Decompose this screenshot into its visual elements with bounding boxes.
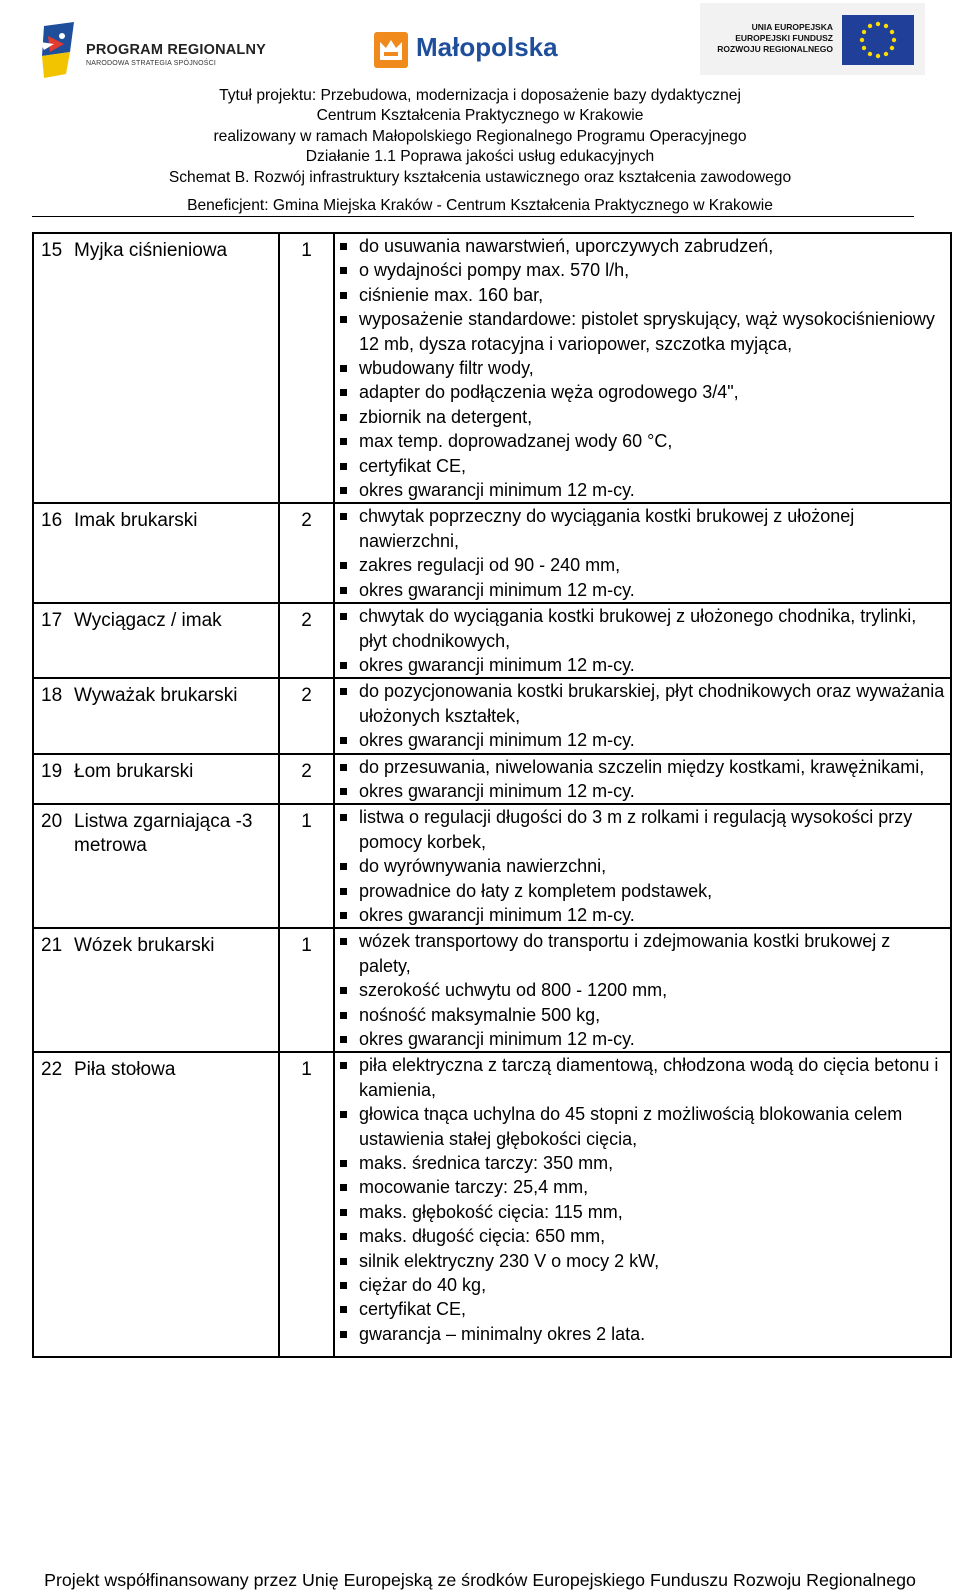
header-divider bbox=[32, 216, 914, 217]
item-name: Imak brukarski bbox=[74, 510, 198, 532]
specification-list bbox=[335, 929, 950, 1051]
specification-item: zbiornik na detergent, bbox=[335, 405, 946, 429]
item-cell bbox=[33, 928, 279, 1052]
specification-item: okres gwarancji minimum 12 m-cy. bbox=[335, 1027, 946, 1051]
specification-item: wózek transportowy do transportu i zdejmowania kostki brukowej z palety, bbox=[335, 929, 946, 978]
specification-item: do pozycjonowania kostki brukarskiej, płyt chodnikowych oraz wyważania ułożonych kształtek, bbox=[335, 679, 946, 728]
quantity-cell bbox=[279, 754, 334, 805]
quantity-cell bbox=[279, 1052, 334, 1357]
project-action-line: Działanie 1.1 Poprawa jakości usług edukacyjnych bbox=[305, 148, 655, 166]
item-number: 16 bbox=[41, 510, 63, 532]
table-row bbox=[33, 603, 951, 678]
specification-list bbox=[335, 604, 950, 677]
specification-list bbox=[335, 504, 950, 602]
equipment-table-body bbox=[33, 233, 951, 1357]
item-cell bbox=[33, 754, 279, 805]
item-number: 20 bbox=[41, 811, 63, 833]
specification-item: szerokość uchwytu od 800 - 1200 mm, bbox=[335, 978, 946, 1002]
item-quantity: 1 bbox=[301, 811, 312, 833]
item-number: 22 bbox=[41, 1059, 63, 1081]
table-row bbox=[33, 754, 951, 805]
eu-logo bbox=[700, 3, 925, 75]
eu-logo-line: UNIA EUROPEJSKA bbox=[751, 22, 833, 32]
specification-item: adapter do podłączenia węża ogrodowego 3/4", bbox=[335, 380, 946, 404]
cofinancing-footer: Projekt współfinansowany przez Unię Europejską ze środków Europejskiego Funduszu Rozwoju Regionalnego bbox=[44, 1570, 916, 1590]
item-quantity: 2 bbox=[301, 685, 312, 707]
specification-item: maks. głębokość cięcia: 115 mm, bbox=[335, 1200, 946, 1224]
specification-item: certyfikat CE, bbox=[335, 1297, 946, 1321]
specification-item: okres gwarancji minimum 12 m-cy. bbox=[335, 728, 946, 752]
specification-item: ciężar do 40 kg, bbox=[335, 1273, 946, 1297]
specification-item: mocowanie tarczy: 25,4 mm, bbox=[335, 1175, 946, 1199]
program-logo-title: PROGRAM REGIONALNY bbox=[86, 42, 267, 58]
specification-item: chwytak poprzeczny do wyciągania kostki brukowej z ułożonej nawierzchni, bbox=[335, 504, 946, 553]
item-number: 18 bbox=[41, 685, 63, 707]
specification-item: ciśnienie max. 160 bar, bbox=[335, 283, 946, 307]
item-number: 19 bbox=[41, 760, 63, 782]
table-row bbox=[33, 233, 951, 503]
specification-list bbox=[335, 234, 950, 502]
specification-item: okres gwarancji minimum 12 m-cy. bbox=[335, 653, 946, 677]
table-row bbox=[33, 928, 951, 1052]
specification-item: silnik elektryczny 230 V o mocy 2 kW, bbox=[335, 1249, 946, 1273]
specification-item: o wydajności pompy max. 570 l/h, bbox=[335, 258, 946, 282]
item-cell bbox=[33, 503, 279, 603]
item-cell bbox=[33, 603, 279, 678]
item-number: 15 bbox=[41, 240, 63, 261]
specification-item: maks. długość cięcia: 650 mm, bbox=[335, 1224, 946, 1248]
specification-list bbox=[335, 755, 950, 804]
specification-cell bbox=[334, 503, 951, 603]
table-row bbox=[33, 503, 951, 603]
specification-cell bbox=[334, 233, 951, 503]
specification-item: do usuwania nawarstwień, uporczywych zabrudzeń, bbox=[335, 234, 946, 258]
project-title-line: Tytuł projektu: Przebudowa, modernizacja i doposażenie bazy dydaktycznej bbox=[219, 87, 741, 104]
item-name: Wyważak brukarski bbox=[74, 685, 238, 707]
item-quantity: 1 bbox=[301, 240, 312, 261]
specification-list bbox=[335, 679, 950, 752]
specification-item: zakres regulacji od 90 - 240 mm, bbox=[335, 553, 946, 577]
specification-item: do wyrównywania nawierzchni, bbox=[335, 854, 946, 878]
project-program-line: realizowany w ramach Małopolskiego Regionalnego Programu Operacyjnego bbox=[213, 127, 747, 145]
item-name: Piła stołowa bbox=[74, 1059, 176, 1081]
quantity-cell bbox=[279, 928, 334, 1052]
malopolska-emblem-icon bbox=[374, 30, 410, 70]
item-quantity: 2 bbox=[301, 610, 312, 632]
quantity-cell bbox=[279, 804, 334, 928]
logo-bar bbox=[0, 0, 960, 86]
item-number: 17 bbox=[41, 610, 63, 632]
quantity-cell bbox=[279, 678, 334, 753]
item-cell bbox=[33, 233, 279, 503]
specification-item: wyposażenie standardowe: pistolet spryskujący, wąż wysokociśnieniowy 12 mb, dysza rotacyjna i variopower, szczotka myjąca, bbox=[335, 307, 946, 356]
eu-logo-text bbox=[717, 22, 833, 55]
item-quantity: 2 bbox=[301, 760, 312, 782]
table-row bbox=[33, 804, 951, 928]
eu-flag-icon bbox=[842, 15, 914, 65]
specification-list bbox=[335, 1053, 950, 1346]
specification-item: chwytak do wyciągania kostki brukowej z ułożonego chodnika, trylinki, płyt chodnikowych, bbox=[335, 604, 946, 653]
project-title-line: Centrum Kształcenia Praktycznego w Krakowie bbox=[316, 107, 644, 125]
specification-item: głowica tnąca uchylna do 45 stopni z możliwością blokowania celem ustawienia stałej głębokości cięcia, bbox=[335, 1102, 946, 1151]
item-cell bbox=[33, 1052, 279, 1357]
malopolska-logo-text: Małopolska bbox=[416, 32, 558, 62]
item-quantity: 1 bbox=[301, 935, 312, 957]
item-name: Wyciągacz / imak bbox=[74, 610, 222, 632]
specification-item: nośność maksymalnie 500 kg, bbox=[335, 1003, 946, 1027]
specification-cell bbox=[334, 928, 951, 1052]
specification-cell bbox=[334, 804, 951, 928]
item-cell bbox=[33, 804, 279, 928]
equipment-table bbox=[32, 232, 952, 1358]
specification-cell bbox=[334, 754, 951, 805]
beneficiary-line: Beneficjent: Gmina Miejska Kraków - Centrum Kształcenia Praktycznego w Krakowie bbox=[187, 197, 773, 215]
specification-item: listwa o regulacji długości do 3 m z rolkami i regulacją wysokości przy pomocy korbek, bbox=[335, 805, 946, 854]
item-name: Myjka ciśnieniowa bbox=[74, 240, 228, 261]
specification-item: do przesuwania, niwelowania szczelin między kostkami, krawężnikami, bbox=[335, 755, 946, 779]
specification-item: certyfikat CE, bbox=[335, 454, 946, 478]
specification-item: gwarancja – minimalny okres 2 lata. bbox=[335, 1322, 946, 1346]
specification-cell bbox=[334, 678, 951, 753]
item-name: Łom brukarski bbox=[74, 760, 194, 782]
specification-item: okres gwarancji minimum 12 m-cy. bbox=[335, 578, 946, 602]
specification-item: okres gwarancji minimum 12 m-cy. bbox=[335, 779, 946, 803]
specification-item: okres gwarancji minimum 12 m-cy. bbox=[335, 903, 946, 927]
specification-list bbox=[335, 805, 950, 927]
item-name: Listwa zgarniająca -3 metrowa bbox=[74, 811, 253, 857]
specification-item: wbudowany filtr wody, bbox=[335, 356, 946, 380]
item-cell bbox=[33, 678, 279, 753]
project-info bbox=[0, 86, 960, 216]
quantity-cell bbox=[279, 603, 334, 678]
table-row bbox=[33, 678, 951, 753]
specification-item: piła elektryczna z tarczą diamentową, chłodzona wodą do cięcia betonu i kamienia, bbox=[335, 1053, 946, 1102]
quantity-cell bbox=[279, 233, 334, 503]
item-quantity: 2 bbox=[301, 510, 312, 532]
item-quantity: 1 bbox=[301, 1059, 312, 1081]
item-number: 21 bbox=[41, 935, 63, 957]
specification-item: maks. średnica tarczy: 350 mm, bbox=[335, 1151, 946, 1175]
quantity-cell bbox=[279, 503, 334, 603]
specification-cell bbox=[334, 603, 951, 678]
eu-logo-line: ROZWOJU REGIONALNEGO bbox=[717, 44, 833, 54]
specification-item: max temp. doprowadzanej wody 60 °C, bbox=[335, 429, 946, 453]
specification-item: okres gwarancji minimum 12 m-cy. bbox=[335, 478, 946, 502]
project-scheme-line: Schemat B. Rozwój infrastruktury kształcenia ustawicznego oraz kształcenia zawodowego bbox=[168, 168, 792, 186]
specification-item: prowadnice do łaty z kompletem podstawek, bbox=[335, 879, 946, 903]
specification-cell bbox=[334, 1052, 951, 1357]
table-row bbox=[33, 1052, 951, 1357]
item-name: Wózek brukarski bbox=[74, 935, 215, 957]
program-regionalny-emblem-icon bbox=[40, 22, 80, 82]
program-logo-subtitle: NARODOWA STRATEGIA SPÓJNOŚCI bbox=[86, 60, 217, 67]
eu-logo-line: EUROPEJSKI FUNDUSZ bbox=[735, 33, 833, 43]
